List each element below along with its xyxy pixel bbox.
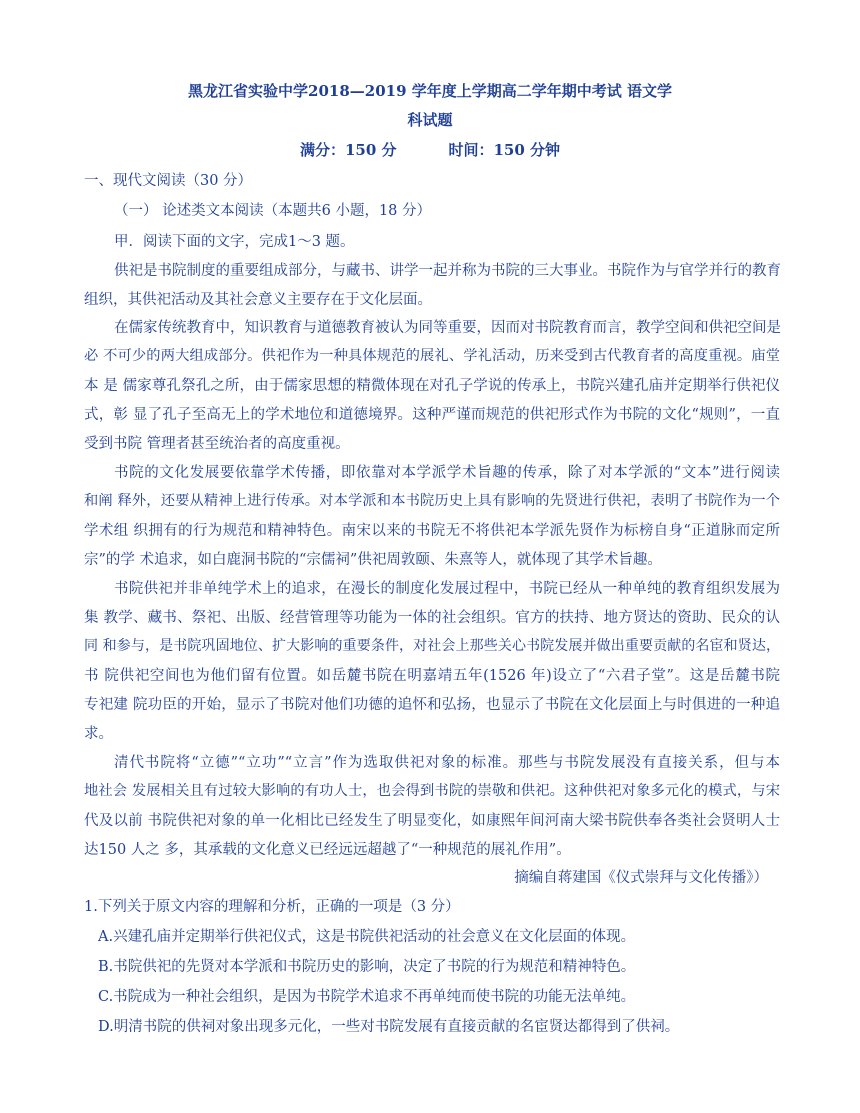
total-score: 满分：150 分 [299,141,397,159]
passage-line: 受到书院 管理者甚至统治者的高度重视。 [84,436,350,452]
passage-line: 代及以前 书院供祀对象的单一化相比已经发生了明显变化，如康熙年间河南大梁书院供奉各类社会贤明人士 [84,813,780,829]
passage-line: 清代书院将“立德”“立功”“立言”作为选取供祀对象的标准。那些与书院发展没有直接关系，但与本 [114,755,780,771]
passage-line: 集 教学、藏书、祭祀、出版、经营管理等功能为一体的社会组织。官方的扶持、地方贤达的资助、民众的认 [84,610,780,626]
passage-line: 必 不可少的两大组成部分。供祀作为一种具体规范的展礼、学礼活动，历来受到古代教育者的高度重视。庙堂 [84,348,780,364]
passage-line: 书院的文化发展要依靠学术传播，即依靠对本学派学术旨趣的传承，除了对本学派的“文本”进行阅读 [114,465,780,481]
passage-line: 地社会 发展相关且有过较大影响的有功人士，也会得到书院的崇敬和供祀。这种供祀对象多元化的模式，与宋 [84,783,780,799]
option-a: A.兴建孔庙并定期举行供祀仪式，这是书院供祀活动的社会意义在文化层面的体现。 [98,929,636,945]
passage-line: 组织，其供祀活动及其社会意义主要存在于文化层面。 [84,292,432,308]
option-c: C.书院成为一种社会组织，是因为书院学术追求不再单纯而使书院的功能无法单纯。 [98,989,636,1005]
passage-line: 在儒家传统教育中，知识教育与道德教育被认为同等重要，因而对书院教育而言，教学空间和供祀空间是 [114,320,781,336]
passage-line: 达150 人之 多，其承载的文化意义已经远远超越了“一种规范的展礼作用”。 [84,842,571,858]
passage-line: 式，彰 显了孔子至高无上的学术地位和道德境界。这种严谨而规范的供祀形式作为书院的文化“规则”，一直 [84,407,780,423]
passage-line: 同 和参与，是书院巩固地位、扩大影响的重要条件，对社会上那些关心书院发展并做出重要贡献的名宦和贤达， [84,638,780,654]
exam-score-time [0,139,860,160]
passage-line: 书院供祀并非单纯学术上的追求，在漫长的制度化发展过程中，书院已经从一种单纯的教育组织发展为 [114,581,780,597]
option-d: D.明清书院的供祠对象出现多元化，一些对书院发展有直接贡献的名宦贤达都得到了供祠。 [98,1019,680,1035]
passage-line: 书 院供祀空间也为他们留有位置。如岳麓书院在明嘉靖五年(1526 年)设立了“六君子堂”。这是岳麓书院 [84,668,780,684]
passage-line: 学术组 织拥有的行为规范和精神特色。南宋以来的书院无不将供祀本学派先贤作为标榜自身“正道脉而定所 [84,523,780,539]
section-subheading: （一） 论述类文本阅读（本题共6 小题，18 分） [114,203,432,219]
option-b: B.书院供祀的先贤对本学派和书院历史的影响，决定了书院的行为规范和精神特色。 [98,959,636,975]
exam-title-line1: 黑龙江省实验中学2018—2019 学年度上学期高二学年期中考试 语文学 [188,82,672,100]
passage-line: 求。 [84,726,113,742]
section-heading: 一、现代文阅读（30 分） [84,173,253,189]
passage-source: 摘编自蒋建国《仪式崇拜与文化传播》） [514,870,768,886]
passage-line: 和阐 释外，还要从精神上进行传承。对本学派和本书院历史上具有影响的先贤进行供祀，表明了书院作为一个 [84,493,780,509]
reading-instruction: 甲．阅读下面的文字，完成1～3 题。 [114,234,355,250]
passage-line: 宗”的学 术追求，如白鹿洞书院的“宗儒祠”供祀周敦颐、朱熹等人，就体现了其学术旨趣。 [84,552,662,568]
passage-line: 供祀是书院制度的重要组成部分，与藏书、讲学一起并称为书院的三大事业。书院作为与官学并行的教育 [114,263,781,279]
passage-line: 本 是 儒家尊孔祭孔之所，由于儒家思想的精微体现在对孔子学说的传承上，书院兴建孔庙并定期举行供祀仪 [84,378,780,394]
question-stem: 1.下列关于原文内容的理解和分析，正确的一项是（3 分） [84,899,460,915]
exam-title-line2: 科试题 [407,111,453,129]
passage-line: 专祀建 院功臣的开始，显示了书院对他们功德的追怀和弘扬，也显示了书院在文化层面上与时俱进的一种追 [84,697,780,713]
exam-duration: 时间：150 分钟 [448,141,561,159]
